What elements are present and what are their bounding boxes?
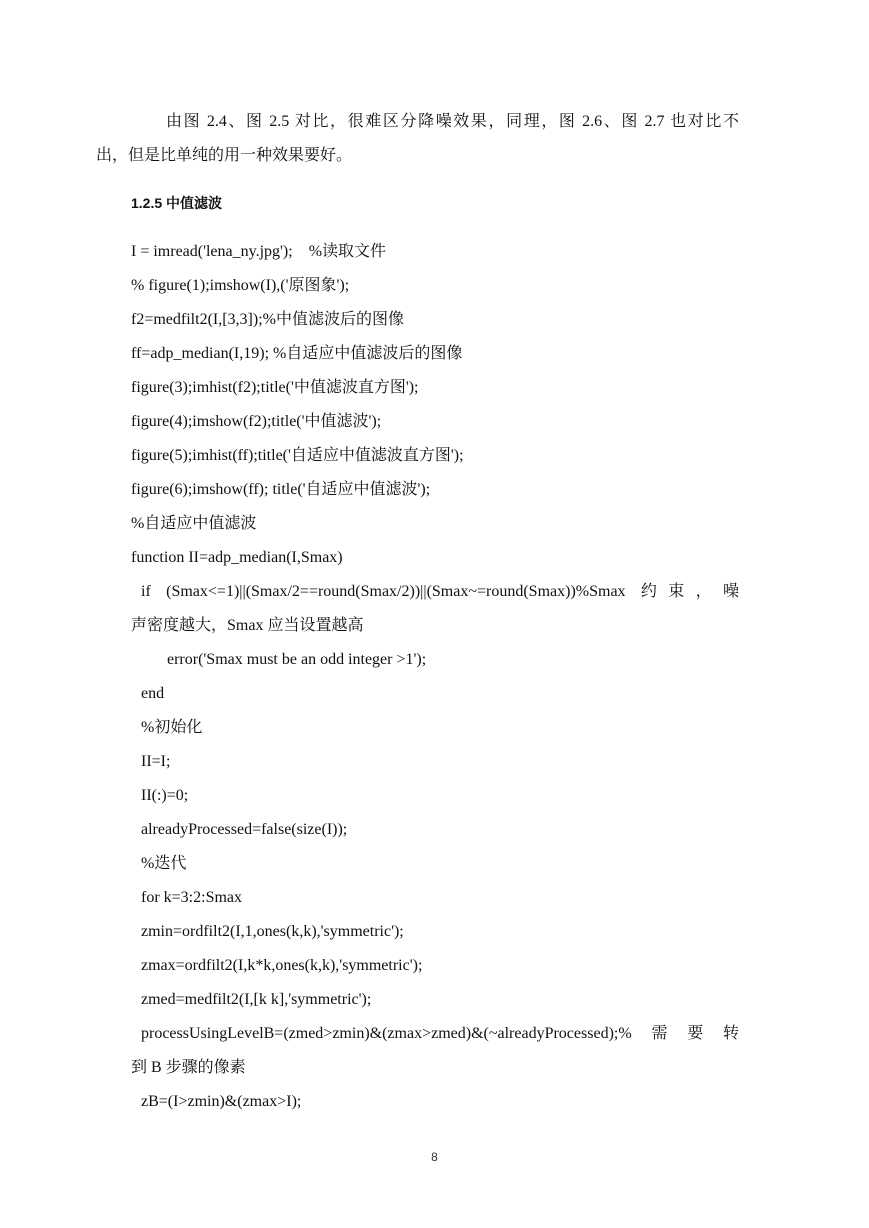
code-line: if (Smax<=1)||(Smax/2==round(Smax/2))||(Smax~=round(Smax))%Smax 约束，噪 [141,583,739,600]
code-line: I = imread('lena_ny.jpg'); %读取文件 [131,243,387,260]
intro-line-2: 出，但是比单纯的用一种效果要好。 [96,147,353,164]
intro-line-1: 由图 2.4、图 2.5 对比，很难区分降噪效果，同理，图 2.6、图 2.7 也对比不 [166,113,739,130]
code-line: figure(5);imhist(ff);title('自适应中值滤波直方图'); [131,447,464,464]
code-line: II=I; [141,753,171,770]
code-line: zB=(I>zmin)&(zmax>I); [141,1093,302,1110]
code-line-continuation: 到 B 步骤的像素 [131,1059,246,1076]
code-line: alreadyProcessed=false(size(I)); [141,821,348,838]
code-line-continuation: 声密度越大，Smax 应当设置越高 [131,617,364,634]
code-line: zmax=ordfilt2(I,k*k,ones(k,k),'symmetric'); [141,957,423,974]
code-line: %迭代 [141,855,187,872]
code-line: ff=adp_median(I,19); %自适应中值滤波后的图像 [131,345,463,362]
intro-paragraph [96,105,739,173]
code-line: f2=medfilt2(I,[3,3]);%中值滤波后的图像 [131,311,404,328]
code-line: processUsingLevelB=(zmed>zmin)&(zmax>zmed)&(~alreadyProcessed);%需要转 [141,1025,739,1042]
code-line: %初始化 [141,719,203,736]
code-line: %自适应中值滤波 [131,515,257,532]
page-number: 8 [431,1150,438,1164]
code-line: zmin=ordfilt2(I,1,ones(k,k),'symmetric'); [141,923,404,940]
code-line: figure(6);imshow(ff); title('自适应中值滤波'); [131,481,431,498]
code-line: figure(3);imhist(f2);title('中值滤波直方图'); [131,379,419,396]
code-line: zmed=medfilt2(I,[k k],'symmetric'); [141,991,372,1008]
code-listing [131,235,739,1119]
code-line: figure(4);imshow(f2);title('中值滤波'); [131,413,382,430]
code-line: for k=3:2:Smax [141,889,243,906]
code-line: II(:)=0; [141,787,189,804]
code-line: end [141,685,165,702]
code-line: error('Smax must be an odd integer >1'); [167,651,427,668]
code-line: function II=adp_median(I,Smax) [131,549,343,566]
section-heading: 1.2.5 中值滤波 [131,195,223,211]
code-line: % figure(1);imshow(I),('原图象'); [131,277,350,294]
